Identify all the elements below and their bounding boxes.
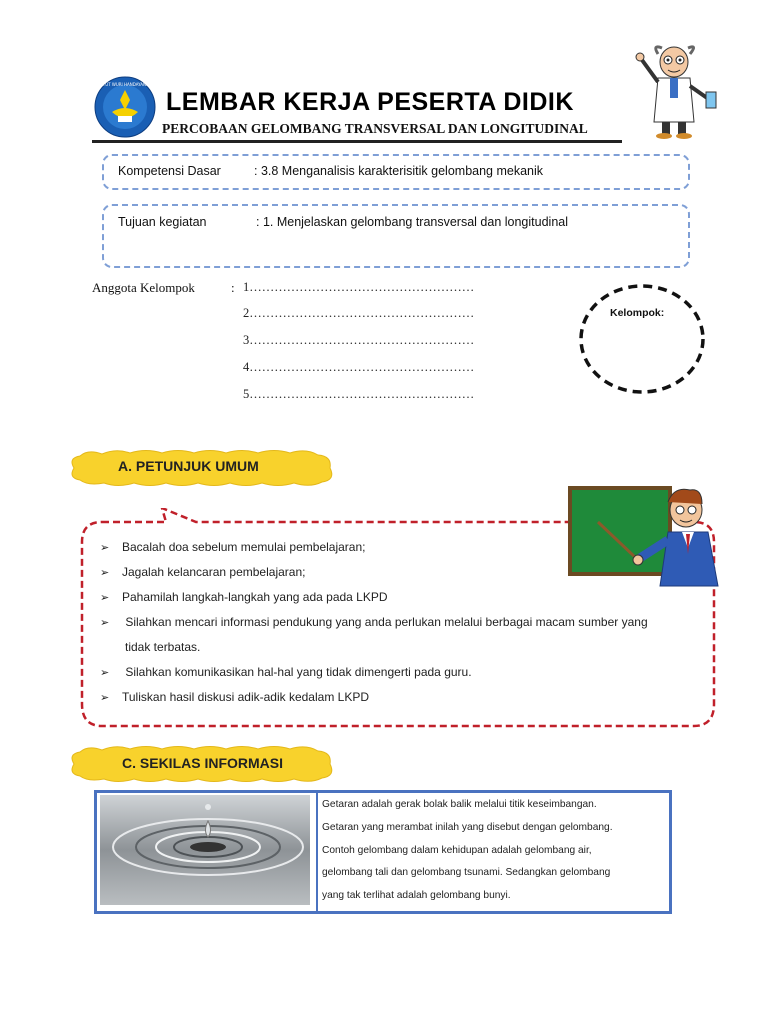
info-line-3: Contoh gelombang dalam kehidupan adalah gelombang air, xyxy=(322,844,592,856)
petunjuk-title: A. PETUNJUK UMUM xyxy=(118,458,259,474)
tujuan-kegiatan-box xyxy=(102,204,690,268)
arrow-bullet-icon: ➢ xyxy=(100,692,110,704)
member-line-4[interactable]: 4……………………………………………… xyxy=(243,360,475,374)
petunjuk-item: ➢ Silahkan komunikasikan hal-hal yang tidak dimengerti pada guru. xyxy=(100,665,472,679)
petunjuk-item: ➢ Bacalah doa sebelum memulai pembelajaran; xyxy=(100,540,366,554)
petunjuk-item: ➢ Pahamilah langkah-langkah yang ada pada LKPD xyxy=(100,590,388,604)
info-line-1: Getaran adalah gerak bolak balik melalui titik keseimbangan. xyxy=(322,799,597,810)
member-line-3[interactable]: 3……………………………………………… xyxy=(243,333,475,347)
petunjuk-item: ➢ Jagalah kelancaran pembelajaran; xyxy=(100,565,306,579)
header-divider xyxy=(92,140,622,143)
page-title: LEMBAR KERJA PESERTA DIDIK xyxy=(166,88,574,116)
page-subtitle: PERCOBAAN GELOMBANG TRANSVERSAL DAN LONGITUDINAL xyxy=(162,121,588,136)
tut-wuri-handayani-logo xyxy=(94,76,156,138)
sekilas-divider xyxy=(316,792,318,912)
tujuan-kegiatan-label: Tujuan kegiatan xyxy=(118,215,207,229)
scientist-cartoon-icon xyxy=(622,40,732,140)
sekilas-title: C. SEKILAS INFORMASI xyxy=(122,755,284,771)
arrow-bullet-icon: ➢ xyxy=(100,617,110,629)
petunjuk-item: ➢ Silahkan mencari informasi pendukung yang anda perlukan melalui berbagai macam sumber yang xyxy=(100,615,648,629)
info-line-5: yang tak terlihat adalah gelombang bunyi. xyxy=(322,890,511,902)
info-line-2: Getaran yang merambat inilah yang disebut dengan gelombang. xyxy=(322,821,613,833)
arrow-bullet-icon: ➢ xyxy=(100,592,110,604)
svg-text:TUT WURI HANDAYANI: TUT WURI HANDAYANI xyxy=(102,82,148,87)
anggota-colon: : xyxy=(231,280,235,295)
arrow-bullet-icon: ➢ xyxy=(100,667,110,679)
petunjuk-item-continuation: tidak terbatas. xyxy=(125,640,201,654)
sekilas-info-text xyxy=(322,794,664,908)
kompetensi-dasar-label: Kompetensi Dasar xyxy=(118,164,221,178)
tujuan-kegiatan-value: : 1. Menjelaskan gelombang transversal dan longitudinal xyxy=(256,215,568,229)
kelompok-label: Kelompok: xyxy=(610,307,665,319)
arrow-bullet-icon: ➢ xyxy=(100,542,110,554)
water-ripple-image xyxy=(100,795,310,905)
info-line-4: gelombang tali dan gelombang tsunami. Sedangkan gelombang xyxy=(322,867,611,879)
anggota-kelompok-label: Anggota Kelompok xyxy=(92,280,195,295)
member-line-2[interactable]: 2……………………………………………… xyxy=(243,306,475,320)
petunjuk-item: ➢ Tuliskan hasil diskusi adik-adik kedalam LKPD xyxy=(100,690,369,704)
member-line-5[interactable]: 5……………………………………………… xyxy=(243,387,475,401)
teacher-cartoon-icon xyxy=(568,482,733,587)
member-line-1[interactable]: 1……………………………………………… xyxy=(243,280,475,294)
arrow-bullet-icon: ➢ xyxy=(100,567,110,579)
kelompok-circle xyxy=(578,283,706,395)
kompetensi-dasar-value: : 3.8 Menganalisis karakterisitik gelombang mekanik xyxy=(254,164,544,178)
